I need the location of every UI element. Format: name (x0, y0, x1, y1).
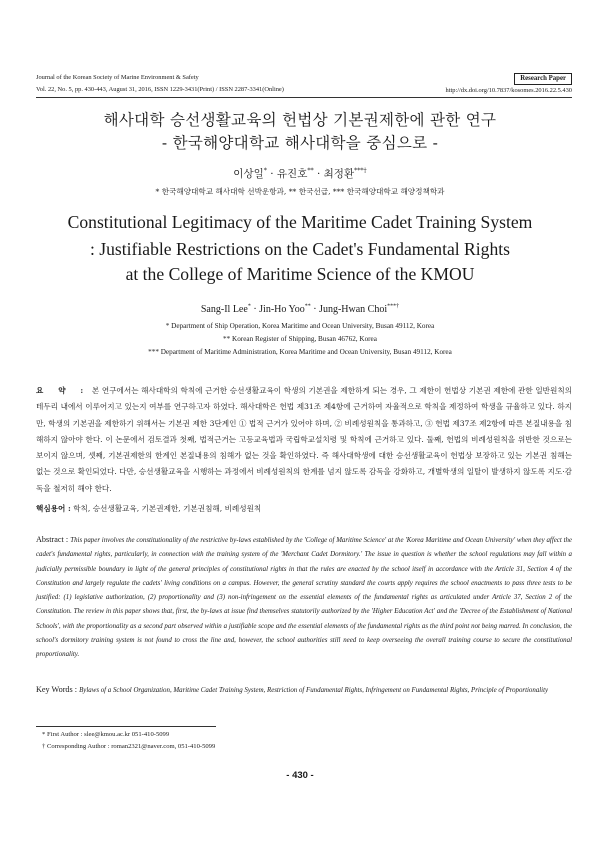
author-3-ko: 최정환 (323, 168, 355, 180)
author-sep: · (266, 168, 277, 180)
footnote-corresponding-author: † Corresponding Author : roman2321@naver.com, 051-410-5099 (42, 743, 216, 750)
english-affiliation-1: * Department of Ship Operation, Korea Maritime and Ocean University, Busan 49112, Korea (165, 322, 435, 330)
volume-info: Vol. 22, No. 5, pp. 430-443, August 31, 2016, ISSN 1229-3431(Print) / ISSN 2287-3341(Online) (36, 86, 284, 93)
journal-name: Journal of the Korean Society of Marine Environment & Safety (36, 74, 199, 81)
english-keywords-body: Bylaws of a School Organization, Maritime Cadet Training System, Restriction of Fundamental Rights, Infringement on Fundamental Rights, Principle of Proportionality (79, 687, 549, 694)
english-abstract-label: Abstract : (36, 535, 71, 544)
author-1-mark: * (247, 303, 251, 310)
english-title-line1: Constitutional Legitimacy of the Maritime Cadet Training System (67, 212, 533, 232)
page-number: - 430 - (286, 770, 314, 781)
english-affiliation-2: ** Korean Register of Shipping, Busan 46762, Korea (223, 335, 377, 343)
english-title-line3: at the College of Maritime Science of the KMOU (125, 264, 475, 284)
doi-link[interactable]: http://dx.doi.org/10.7837/kosomes.2016.22.5.430 (445, 87, 572, 94)
author-3-en: · Jung-Hwan Choi (310, 304, 388, 315)
header-rule (36, 97, 572, 98)
author-3-mark: ***† (354, 167, 367, 175)
footnote-first-author: * First Author : slee@kmou.ac.kr 051-410-5099 (42, 731, 170, 738)
author-sep: · (313, 168, 324, 180)
footnote-rule (36, 726, 216, 727)
research-paper-badge: Research Paper (514, 73, 572, 85)
korean-abstract (36, 383, 572, 497)
english-authors (0, 304, 600, 315)
english-keywords-label: Key Words : (36, 685, 80, 694)
author-2-mark: ** (307, 167, 314, 175)
korean-title: 해사대학 승선생활교육의 헌법상 기본권제한에 관한 연구 (103, 111, 497, 129)
korean-subtitle: - 한국해양대학교 해사대학을 중심으로 - (161, 134, 439, 152)
author-1-mark: * (263, 167, 267, 175)
author-2-mark: ** (304, 303, 311, 310)
english-abstract-body: This paper involves the constitutionality of the restrictive by-laws established by the 'College of Maritime Science' at the 'Korea Maritime and Ocean University' when they affect the cadet's fundamental rights, particularly, in connection with the training system of the 'Merchant Cadet Dormitory.' The issue in question is whether the school regulations may fall within a judicially permissible boundary in light of the general principles of constitutional rights in that the rules are enacted by the school itself in accordance with the Article 31, Section 4 of the Constitution and largely regulate the cadets' living conditions on a campus. However, the general scrutiny standard the courts apply requires the school enactments to pass three tests to be justified: (1) legislative authorization, (2) proportionality and (3) non-infringement on the essential elements of the fundamental rights as articulated under Article 37, Section 2 of the Constitution. The review in this paper shows that, first, the by-laws at issue find themselves statutorily authorized by the 'Higher Education Act' and the 'Decree of the Establishment of National Schools', with the proportionality as a second part observed within a justifiable scope and the essential elements of the fundamental rights as the third point not being marred. In conclusion, the school's dormitory training system is not found to cross the line and, however, the school authorities still need to keep overseeing the overall training course to secure the constitutional proportionality. (36, 537, 572, 659)
korean-abstract-body: 본 연구에서는 해사대학의 학칙에 근거한 승선생활교육이 학생의 기본권을 제한하게 되는 경우, 그 제한이 헌법상 기본권 제한에 관한 일반원칙의 테두리 내에서 이루어지고 있는지 여부를 연구하고자 하였다. 해사대학은 헌법 제31조 제4항에 근거하여 자율적으로 학칙을 제정하여 학생을 규율하고 있다. 하지만, 학생의 기본권을 제한하기 위해서는 기본권 제한 3단계인 ① 법적 근거가 있어야 하며, ② 비례성원칙을 통과하고, ③ 헌법 제37조 제2항에 따른 본질내용을 침해하지 않아야 한다. 이 논문에서 검토결과 첫째, 법적근거는 고등교육법과 국립학교설치령 및 학칙에 근거하고 있다. 둘째, 헌법의 비례성원칙을 위반한 것으로는 보이지 않으며, 셋째, 기본권제한의 한계인 본질내용의 침해가 없는 것을 확인하였다. 즉 해사대학생에 대한 승선생활교육이 헌법상 보장하고 있는 기본권 침해는 없는 것으로 확인되었다. 다만, 승선생활교육을 시행하는 과정에서 비례성원칙의 한계를 넘지 않도록 감독을 강화하고, 개별학생의 일탈이 발생하지 않도록 지도·감독을 철저히 해야 한다. (36, 386, 572, 493)
korean-keywords-label: 핵심용어 : (36, 504, 71, 513)
english-keywords (36, 683, 572, 698)
author-3-mark: ***† (387, 303, 400, 310)
author-2-ko: 유진호 (276, 168, 308, 180)
korean-affiliations: * 한국해양대학교 해사대학 선박운항과, ** 한국선급, *** 한국해양대학교 해양정책학과 (155, 187, 445, 196)
english-title-line2: : Justifiable Restrictions on the Cadet's Fundamental Rights (90, 239, 510, 259)
english-abstract (36, 533, 572, 663)
author-2-en: · Jin-Ho Yoo (250, 304, 305, 315)
korean-keywords-body: 학칙, 승선생활교육, 기본권제한, 기본권침해, 비례성원칙 (73, 504, 262, 513)
korean-keywords (36, 503, 261, 514)
english-affiliation-3: *** Department of Maritime Administration, Korea Maritime and Ocean University, Busan 49112, Korea (148, 348, 452, 356)
korean-authors (0, 166, 600, 181)
author-1-en: Sang-Il Lee (200, 304, 248, 315)
korean-abstract-label: 요 약 : (36, 386, 90, 395)
author-1-ko: 이상일 (233, 168, 264, 180)
